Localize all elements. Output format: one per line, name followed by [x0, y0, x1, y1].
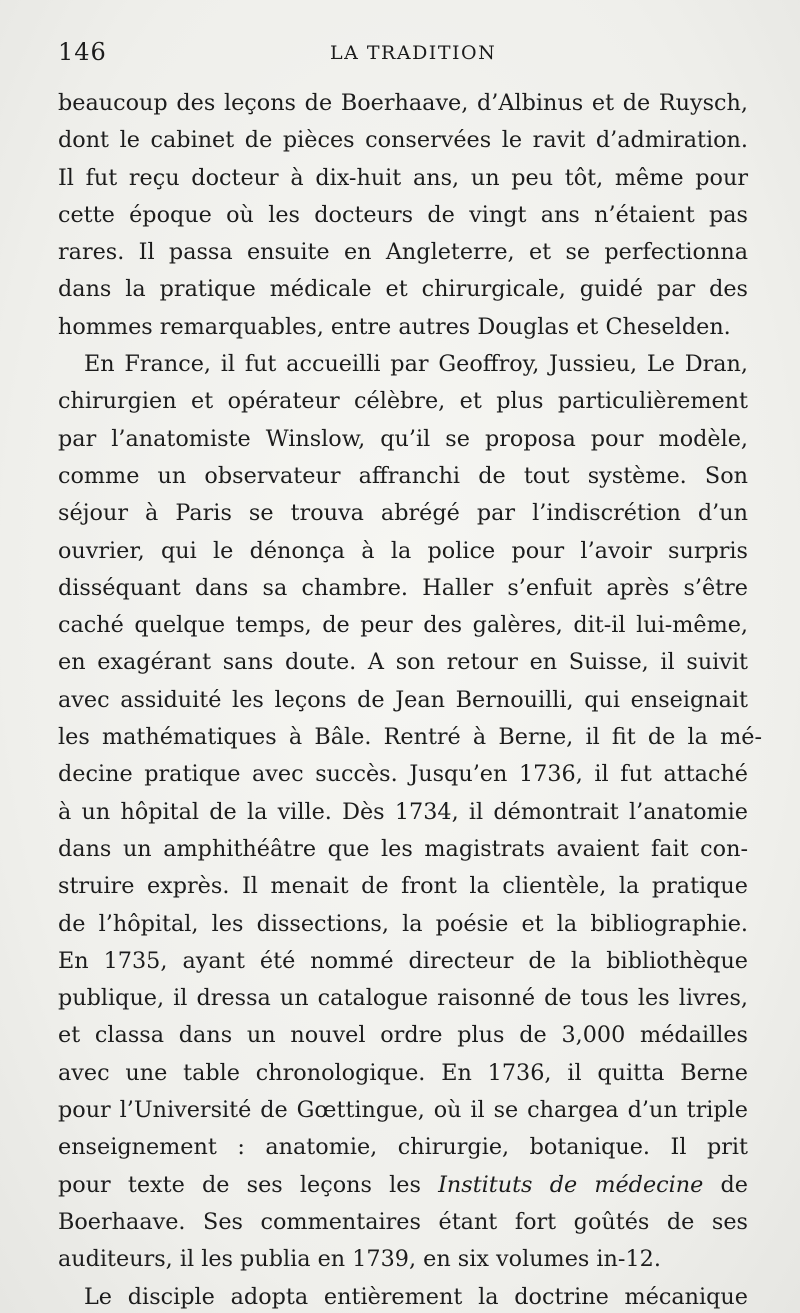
text-line: hommes remarquables, entre autres Douglas et Cheselden.: [58, 313, 731, 340]
text-line: chirurgien et opérateur célèbre, et plus particulièrement: [58, 388, 748, 415]
text-line: Il fut reçu docteur à dix-huit ans, un peu tôt, même pour: [58, 164, 748, 191]
running-title: LA TRADITION: [330, 42, 497, 64]
text-line: beaucoup des leçons de Boerhaave, d’Albinus et de Ruysch,: [58, 90, 748, 116]
text-line: enseignement : anatomie, chirurgie, botanique. Il prit: [58, 1134, 748, 1161]
text-line: dont le cabinet de pièces conservées le ravit d’admiration.: [58, 127, 748, 154]
text-line: les mathématiques à Bâle. Rentré à Berne, il fit de la mé-: [58, 724, 762, 751]
book-title-italic: Instituts de médecine: [438, 1171, 704, 1198]
text-line: Boerhaave. Ses commentaires étant fort goûtés de ses: [58, 1208, 748, 1235]
text-line: auditeurs, il les publia en 1739, en six volumes in-12.: [58, 1246, 661, 1273]
text-fragment: de: [703, 1171, 748, 1198]
text-line: et classa dans un nouvel ordre plus de 3,000 médailles: [58, 1022, 748, 1049]
text-line: rares. Il passa ensuite en Angleterre, et se perfectionna: [58, 239, 748, 266]
text-line: avec assiduité les leçons de Jean Bernouilli, qui enseignait: [58, 686, 748, 713]
text-line: avec une table chronologique. En 1736, il quitta Berne: [58, 1059, 748, 1086]
text-line: En France, il fut accueilli par Geoffroy, Jussieu, Le Dran,: [84, 351, 748, 378]
text-line: par l’anatomiste Winslow, qu’il se proposa pour modèle,: [58, 425, 748, 452]
text-line: dans un amphithéâtre que les magistrats avaient fait con-: [58, 835, 748, 862]
text-line: dans la pratique médicale et chirurgicale, guidé par des: [58, 276, 748, 303]
text-line: en exagérant sans doute. A son retour en Suisse, il suivit: [58, 649, 748, 676]
text-line: En 1735, ayant été nommé directeur de la bibliothèque: [58, 947, 748, 974]
body-text: [58, 85, 762, 1313]
text-line: publique, il dressa un catalogue raisonné de tous les livres,: [58, 985, 748, 1012]
text-fragment: pour texte de ses leçons les: [58, 1171, 439, 1198]
text-line: Le disciple adopta entièrement la doctrine mécanique: [84, 1283, 748, 1310]
text-line: séjour à Paris se trouva abrégé par l’indiscrétion d’un: [58, 500, 748, 527]
text-line: cette époque où les docteurs de vingt ans n’étaient pas: [58, 201, 748, 228]
text-line: caché quelque temps, de peur des galères, dit-il lui-même,: [58, 612, 748, 639]
text-line: comme un observateur affranchi de tout système. Son: [58, 462, 748, 489]
text-line: decine pratique avec succès. Jusqu’en 1736, il fut attaché: [58, 761, 748, 788]
text-line: struire exprès. Il menait de front la clientèle, la pratique: [58, 873, 748, 900]
page-number: 146: [58, 38, 107, 66]
text-line-with-italic: [58, 1167, 748, 1204]
running-head: [58, 38, 748, 78]
text-line: de l’hôpital, les dissections, la poésie et la bibliographie.: [58, 910, 748, 937]
text-line: ouvrier, qui le dénonça à la police pour l’avoir surpris: [58, 537, 748, 564]
text-line: à un hôpital de la ville. Dès 1734, il démontrait l’anatomie: [58, 798, 748, 825]
text-line: pour l’Université de Gœttingue, où il se chargea d’un triple: [58, 1097, 748, 1124]
text-line: disséquant dans sa chambre. Haller s’enfuit après s’être: [58, 574, 748, 601]
